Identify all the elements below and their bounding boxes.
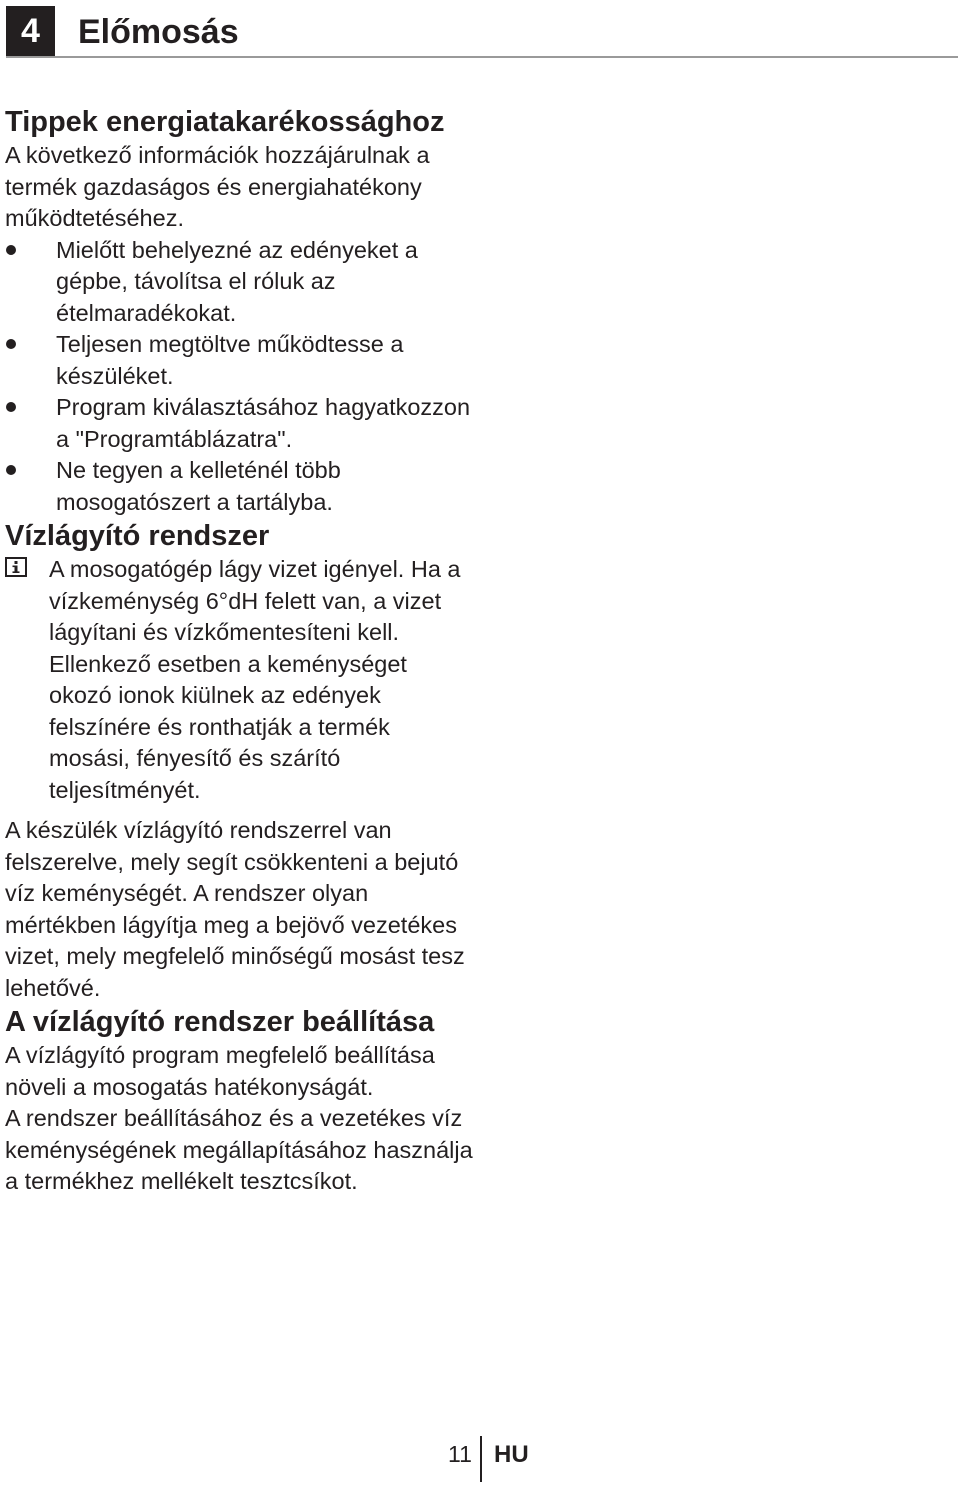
page-number: 11 [448, 1441, 472, 1467]
tips-heading: Tippek energiatakarékossághoz [5, 106, 445, 138]
tips-intro: A következő információk hozzájárulnak a termék gazdaságos és energiahatékony működtetéséhez. [5, 142, 430, 231]
chapter-number-badge: 4 [6, 6, 55, 56]
bullet-icon [6, 245, 16, 255]
bullet-icon [6, 465, 16, 475]
chapter-title: Előmosás [78, 13, 239, 51]
header-divider [6, 56, 958, 58]
softener-heading: Vízlágyító rendszer [5, 520, 270, 552]
list-item-text: Mielőtt behelyezné az edényeket a gépbe, távolítsa el róluk az ételmaradékokat. [56, 236, 418, 326]
language-code: HU [494, 1441, 529, 1468]
bullet-icon [6, 402, 16, 412]
setup-paragraph-1: A vízlágyító program megfelelő beállítása növeli a mosogatás hatékonyságát. [5, 1042, 435, 1100]
list-item [5, 235, 475, 330]
bullet-icon [6, 339, 16, 349]
info-note-text: A mosogatógép lágy vizet igényel. Ha a vízkeménység 6°dH felett van, a vizet lágyítani és vízkőmentesíteni kell. Ellenkező esetben a keménységet okozó ionok kiülnek az edények felszínére és ronthatják a termék mosási, fényesítő és szárító teljesítményét. [49, 556, 461, 803]
list-item [5, 455, 475, 518]
chapter-header [6, 6, 958, 58]
info-note [5, 554, 475, 806]
list-item-text: Program kiválasztásához hagyatkozzon a "Programtáblázatra". [56, 394, 471, 452]
footer-divider [480, 1436, 482, 1482]
info-icon [5, 557, 27, 577]
setup-paragraph-2: A rendszer beállításához és a vezetékes víz keménységének megállapításához használja a termékhez mellékelt tesztcsíkot. [5, 1105, 473, 1194]
page-footer [440, 1436, 580, 1482]
softener-body: A készülék vízlágyító rendszerrel van felszerelve, mely segít csökkenteni a bejutó víz keménységét. A rendszer olyan mértékben lágyítja meg a bejövő vezetékes vizet, mely megfelelő minőségű mosást tesz lehetővé. [5, 817, 465, 1001]
setup-heading: A vízlágyító rendszer beállítása [5, 1006, 435, 1038]
list-item-text: Ne tegyen a kelleténél több mosogatószert a tartályba. [56, 457, 341, 515]
list-item [5, 329, 475, 392]
list-item-text: Teljesen megtöltve működtesse a készüléket. [56, 331, 404, 389]
tips-bullet-list [5, 235, 475, 519]
main-content [5, 104, 475, 1198]
list-item [5, 392, 475, 455]
